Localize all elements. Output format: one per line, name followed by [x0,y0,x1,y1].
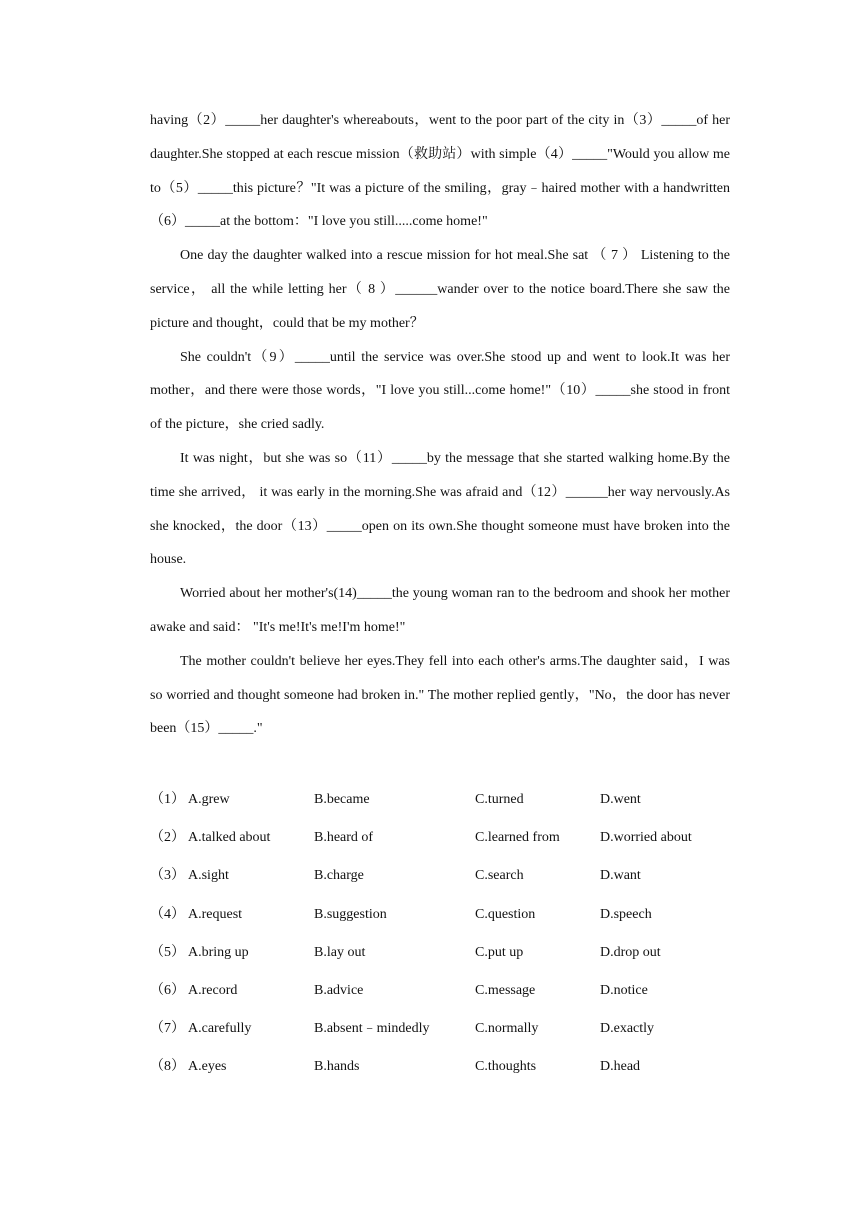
choice-b: B.absent﹣mindedly [314,1021,430,1037]
choice-a: A.sight [188,868,229,884]
passage-paragraph: The mother couldn't believe her eyes.They fell into each other's arms.The daughter said，I was so worried and thought someone had broken in." The mother replied gently，"No，the door has never been（15）_____." [150,653,730,737]
option-row [150,858,750,896]
answer-options [150,782,750,1088]
question-number: （7） [150,1021,185,1037]
option-row [150,1049,750,1087]
choice-b: B.charge [314,868,364,884]
choice-d: D.went [600,792,641,807]
passage-paragraph: She couldn't（9）_____until the service was over.She stood up and went to look.It was her mother，and there were those words，"I love you still...come home!"（10）_____she stood in front of the picture，she cried sadly. [150,349,730,433]
passage-paragraph: Worried about her mother's(14)_____the young woman ran to the bedroom and shook her mother awake and said： "It's me!It's me!I'm home!" [150,586,730,635]
option-row [150,897,750,935]
option-row [150,782,750,820]
choice-c: C.learned from [475,830,560,846]
question-number: （2） [150,830,185,846]
choice-c: C.normally [475,1021,539,1037]
choice-a: A.record [188,982,238,998]
option-row [150,1011,750,1049]
choice-b: B.hands [314,1059,360,1075]
choice-c: C.thoughts [475,1059,537,1075]
option-row [150,820,750,858]
choice-c: C.message [475,982,536,998]
choice-b: B.suggestion [314,906,387,922]
choice-a: A.eyes [188,1059,227,1075]
question-number: （3） [150,868,185,884]
choice-a: A.carefully [188,1021,252,1037]
passage-paragraph: One day the daughter walked into a rescue mission for hot meal.She sat （ 7 ） Listening to the service， all the while letting her（ 8 ）______wander over to the notice board.There she saw the picture and thought，could that be my mother？ [150,248,730,331]
choice-d: D.worried about [600,830,692,846]
option-row [150,973,750,1011]
option-row [150,935,750,973]
choice-b: B.heard of [314,830,374,846]
choice-a: A.request [188,906,243,922]
choice-a: A.bring up [188,944,249,960]
choice-d: D.speech [600,906,652,922]
question-number: （8） [150,1059,185,1075]
question-number: （1） [150,792,185,807]
choice-c: C.question [475,906,536,922]
choice-b: B.advice [314,982,364,998]
choice-b: B.became [314,792,370,807]
question-number: （5） [150,944,185,960]
question-number: （4） [150,906,185,922]
reading-passage [150,104,730,746]
choice-a: A.talked about [188,830,271,846]
choice-d: D.want [600,868,641,884]
choice-c: C.turned [475,792,524,807]
choice-d: D.drop out [600,944,661,960]
passage-paragraph: having（2）_____her daughter's whereabouts，went to the poor part of the city in（3）_____of her daughter.She stopped at each rescue mission（救助站）with simple（4）_____"Would you allow me to（5）_____this picture？"It was a picture of the smiling，gray﹣haired mother with a handwritten（6）_____at the bottom："I love you still.....come home!" [150,113,730,230]
passage-paragraph: It was night，but she was so（11）_____by the message that she started walking home.By the time she arrived， it was early in the morning.She was afraid and（12）______her way nervously.As she knocked，the door（13）_____open on its own.She thought someone must have broken into the house. [150,450,730,568]
choice-c: C.put up [475,944,524,960]
choice-a: A.grew [188,792,230,807]
choice-d: D.head [600,1059,641,1075]
question-number: （6） [150,982,185,998]
choice-b: B.lay out [314,944,366,960]
choice-d: D.notice [600,982,648,998]
choice-c: C.search [475,868,524,884]
choice-d: D.exactly [600,1021,655,1037]
